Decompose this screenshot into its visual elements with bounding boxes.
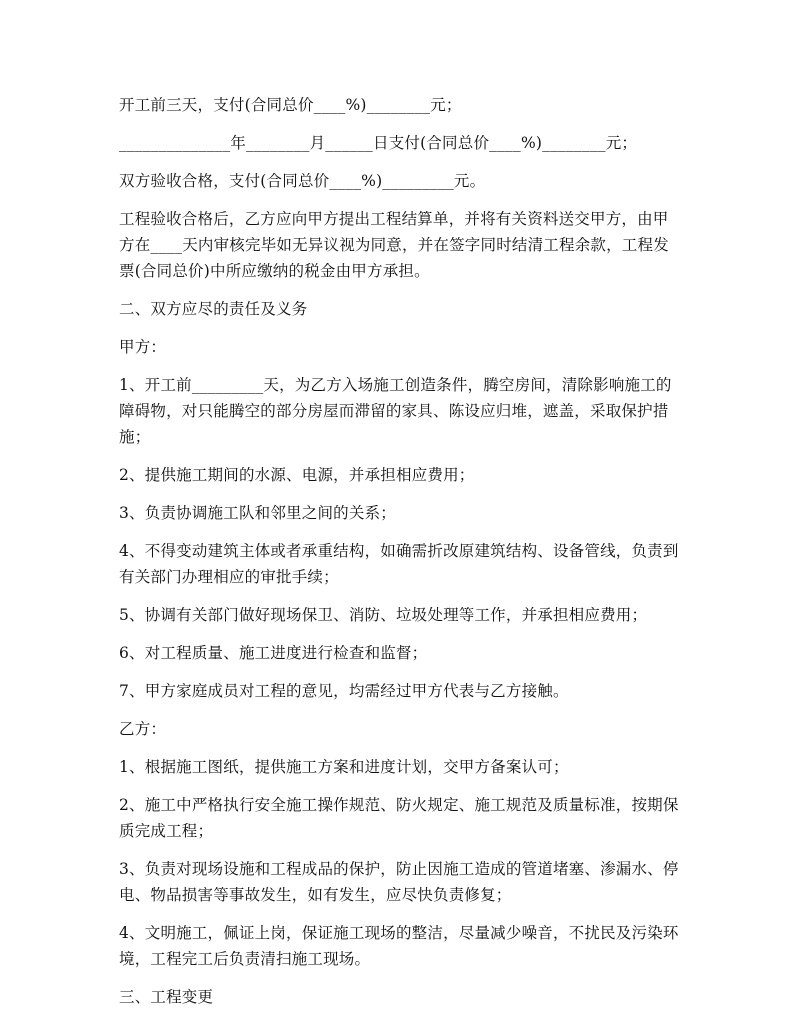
- party-b-item: 2、施工中严格执行安全施工操作规范、防火规定、施工规范及质量标准，按期保质完成工程；: [119, 796, 679, 840]
- section-heading-responsibilities: 二、双方应尽的责任及义务: [119, 300, 308, 318]
- party-a-item: 7、甲方家庭成员对工程的意见，均需经过甲方代表与乙方接触。: [119, 682, 569, 700]
- party-b-heading: 乙方：: [119, 720, 167, 738]
- party-a-heading: 甲方：: [119, 338, 167, 356]
- party-a-item: 5、协调有关部门做好现场保卫、消防、垃圾处理等工作，并承担相应费用；: [119, 606, 648, 624]
- payment-clause-acceptance: 双方验收合格，支付(合同总价____%)_________元。: [119, 172, 486, 190]
- document-body: [119, 92, 679, 1022]
- party-b-item: 3、负责对现场设施和工程成品的保护，防止因施工造成的管道堵塞、渗漏水、停电、物品损害等事故发生，如有发生，应尽快负责修复；: [119, 860, 679, 904]
- party-b-item: 1、根据施工图纸，提供施工方案和进度计划，交甲方备案认可；: [119, 758, 569, 776]
- section-heading-changes: 三、工程变更: [119, 988, 214, 1006]
- party-a-item: 1、开工前_________天，为乙方入场施工创造条件，腾空房间，清除影响施工的障碍物，对只能腾空的部分房屋而滞留的家具、陈设应归堆，遮盖，采取保护措施；: [119, 376, 672, 446]
- settlement-paragraph: 工程验收合格后，乙方应向甲方提出工程结算单，并将有关资料送交甲方，由甲方在____天内审核完毕如无异议视为同意，并在签字同时结清工程余款，工程发票(合同总价)中所应缴纳的税金由甲方承担。: [119, 210, 669, 280]
- payment-clause-date: ______________年________月______日支付(合同总价____%)________元；: [119, 134, 638, 152]
- party-a-item: 6、对工程质量、施工进度进行检查和监督；: [119, 644, 428, 662]
- party-a-item: 4、不得变动建筑主体或者承重结构，如确需折改原建筑结构、设备管线，负责到有关部门办理相应的审批手续；: [119, 542, 679, 586]
- payment-clause-start: 开工前三天，支付(合同总价____%)________元；: [119, 96, 462, 114]
- party-a-item: 3、负责协调施工队和邻里之间的关系；: [119, 504, 396, 522]
- party-a-item: 2、提供施工期间的水源、电源，并承担相应费用；: [119, 466, 475, 484]
- party-b-item: 4、文明施工，佩证上岗，保证施工现场的整洁，尽量减少噪音，不扰民及污染环境，工程完工后负责清扫施工现场。: [119, 924, 679, 968]
